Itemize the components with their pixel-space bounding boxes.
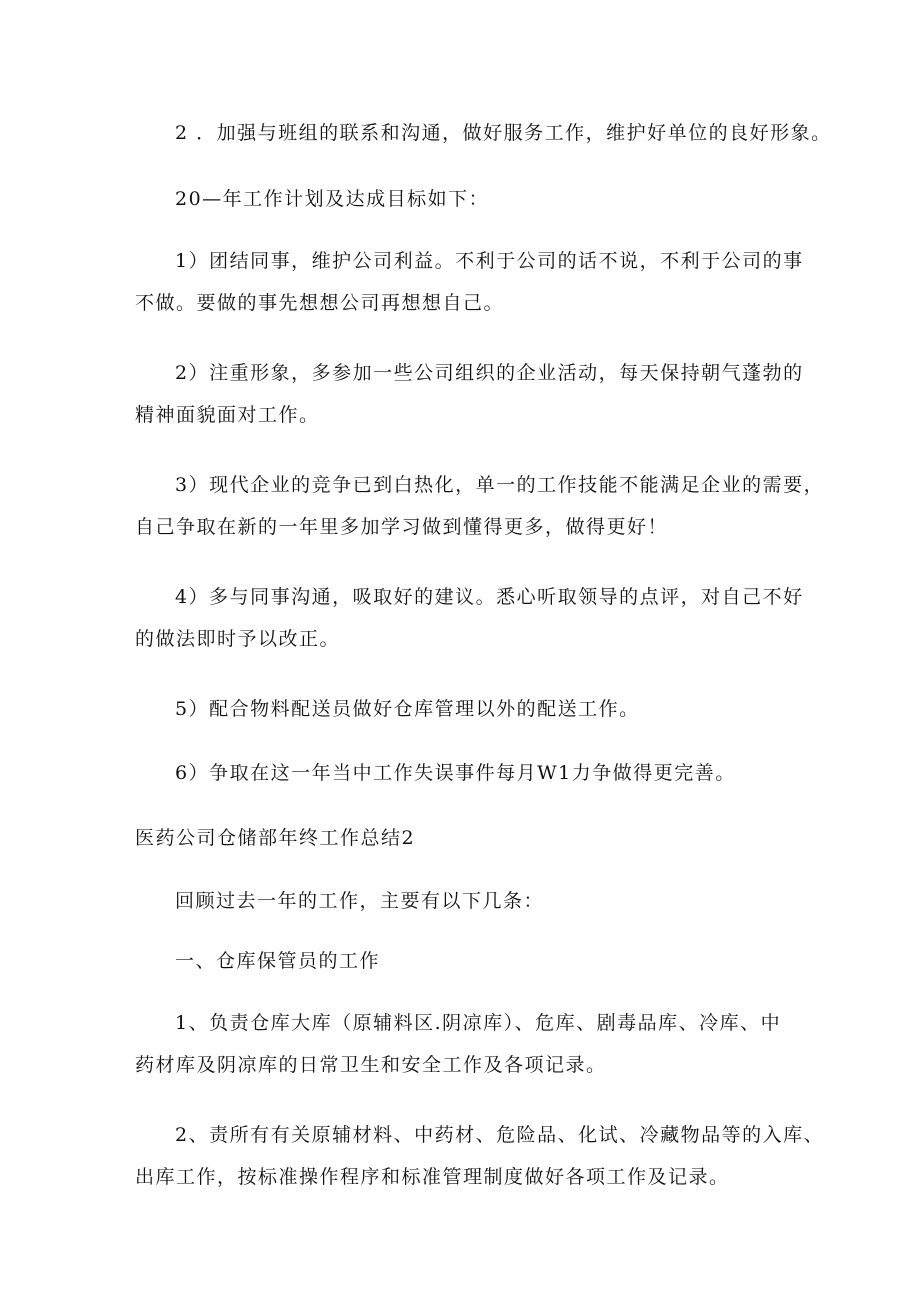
text-line: 出库工作，按标准操作程序和标准管理制度做好各项工作及记录。 bbox=[135, 1166, 730, 1188]
paragraph-team-communication bbox=[175, 112, 832, 154]
paragraph-review-intro bbox=[175, 880, 795, 922]
paragraph-goal-6 bbox=[175, 752, 795, 794]
section-heading-summary-2 bbox=[135, 817, 795, 859]
paragraph-goal-1 bbox=[135, 240, 804, 324]
paragraph-duty-1 bbox=[135, 1002, 795, 1086]
text-line: 4）多与同事沟通，吸取好的建议。悉心听取领导的点评，对自己不好 bbox=[175, 586, 804, 608]
text-line: 精神面貌面对工作。 bbox=[135, 404, 320, 426]
text-line: 不做。要做的事先想想公司再想想自己。 bbox=[135, 292, 505, 314]
text-line: 医药公司仓储部年终工作总结2 bbox=[135, 827, 416, 849]
paragraph-goal-5 bbox=[175, 688, 795, 730]
text-line: 的做法即时予以改正。 bbox=[135, 628, 341, 650]
paragraph-goal-2 bbox=[135, 352, 804, 436]
subheading-warehouse-keeper bbox=[175, 940, 795, 982]
text-line: 2、责所有有关原辅材料、中药材、危险品、化试、冷藏物品等的入库、 bbox=[175, 1124, 825, 1146]
text-line: 回顾过去一年的工作，主要有以下几条： bbox=[175, 890, 545, 912]
text-line: 1、负责仓库大库（原辅料区.阴凉库）、危库、剧毒品库、冷库、中 bbox=[175, 1012, 782, 1034]
text-line: 2）注重形象，多参加一些公司组织的企业活动，每天保持朝气蓬勃的 bbox=[175, 362, 804, 384]
text-line: 3）现代企业的竞争已到白热化，单一的工作技能不能满足企业的需要， bbox=[175, 474, 825, 496]
text-line: 20—年工作计划及达成目标如下： bbox=[175, 188, 490, 210]
text-line: 一、仓库保管员的工作 bbox=[175, 950, 381, 972]
paragraph-plan-intro bbox=[175, 178, 795, 220]
paragraph-duty-2 bbox=[135, 1114, 825, 1198]
text-line: 5）配合物料配送员做好仓库管理以外的配送工作。 bbox=[175, 698, 640, 720]
text-line: 1）团结同事，维护公司利益。不利于公司的话不说，不利于公司的事 bbox=[175, 250, 804, 272]
text-line: 6）争取在这一年当中工作失误事件每月W1力争做得更完善。 bbox=[175, 762, 736, 784]
text-line: 自己争取在新的一年里多加学习做到懂得更多，做得更好！ bbox=[135, 516, 669, 538]
paragraph-goal-3 bbox=[135, 464, 825, 548]
text-line: 药材库及阴凉库的日常卫生和安全工作及各项记录。 bbox=[135, 1054, 607, 1076]
paragraph-goal-4 bbox=[135, 576, 804, 660]
text-line: 2 ．加强与班组的联系和沟通，做好服务工作，维护好单位的良好形象。 bbox=[175, 122, 832, 144]
